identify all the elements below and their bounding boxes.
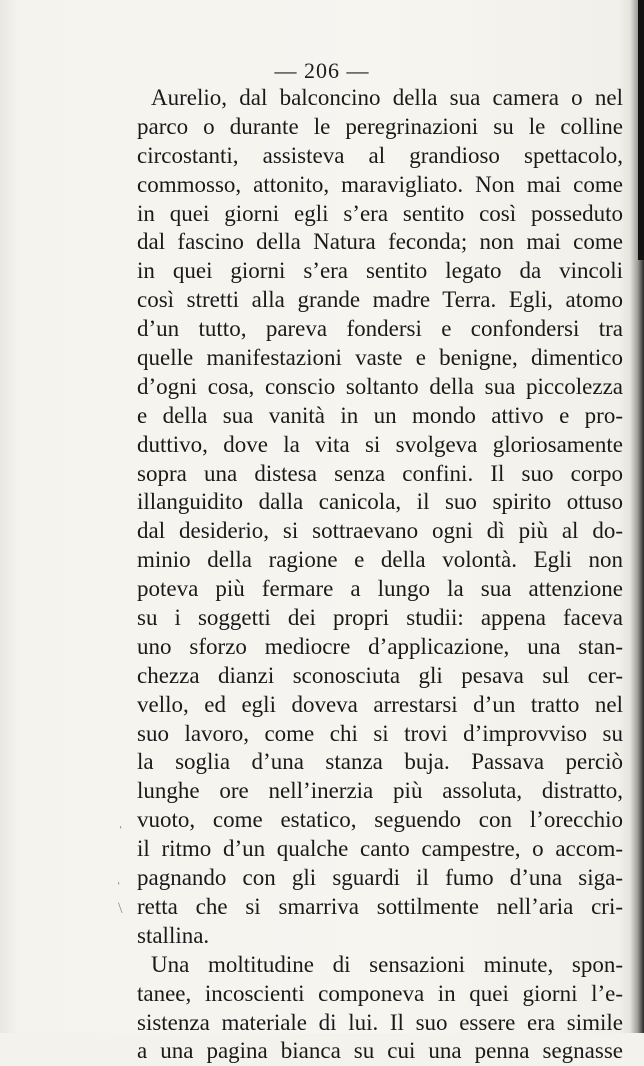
page-edge-dark (638, 0, 644, 260)
text-line: lunghe ore nell’inerzia più assoluta, distratto, (137, 778, 623, 804)
text-line: in quei giorni s’era sentito legato da vincoli (137, 258, 623, 284)
text-line: suo lavoro, come chi si trovi d’improvviso su (137, 720, 623, 746)
text-line: in quei giorni egli s’era sentito così posseduto (137, 200, 623, 226)
text-line: d’un tutto, pareva fondersi e confondersi tra (137, 316, 623, 342)
text-line: sistenza materiale di lui. Il suo essere era simile (137, 1009, 623, 1035)
text-line: d’ogni cosa, conscio soltanto della sua piccolezza (137, 373, 623, 399)
text-line: illanguidito dalla canicola, il suo spirito ottuso (137, 489, 623, 515)
text-line: vello, ed egli doveva arrestarsi d’un tratto nel (137, 691, 623, 717)
margin-mark: \ (118, 900, 123, 917)
margin-mark: ˌ (116, 868, 122, 885)
text-line: Una moltitudine di sensazioni minute, spon- (151, 951, 623, 977)
text-line: e della sua vanità in un mondo attivo e pro- (137, 402, 623, 428)
text-line: parco o durante le peregrinazioni su le colline (137, 113, 623, 139)
text-line: quelle manifestazioni vaste e benigne, dimentico (137, 345, 623, 371)
text-line: minio della ragione e della volontà. Egli non (137, 547, 623, 573)
margin-mark: ˌ (118, 812, 124, 829)
text-line: dal fascino della Natura feconda; non mai come (137, 229, 623, 255)
text-line: poteva più fermare a lungo la sua attenzione (137, 576, 623, 602)
text-line: stallina. (137, 922, 210, 948)
text-line: dal desiderio, si sottraevano ogni dì più al do- (137, 518, 623, 544)
text-line: a una pagina bianca su cui una penna segnasse (137, 1038, 623, 1064)
page-number: — 206 — (274, 58, 370, 83)
text-line: il ritmo d’un qualche canto campestre, o accom- (137, 836, 623, 862)
text-line: su i soggetti dei propri studii: appena faceva (137, 605, 623, 631)
text-line: chezza dianzi sconosciuta gli pesava sul cer- (137, 662, 623, 688)
text-line: retta che si smarriva sottilmente nell’aria cri- (137, 893, 623, 919)
text-line: circostanti, assisteva al grandioso spettacolo, (137, 142, 623, 168)
text-line: la soglia d’una stanza buja. Passava perciò (137, 749, 623, 775)
text-line: vuoto, come estatico, seguendo con l’orecchio (137, 807, 623, 833)
text-line: sopra una distesa senza confini. Il suo corpo (137, 460, 623, 486)
text-line: duttivo, dove la vita si svolgeva gloriosamente (137, 431, 623, 457)
text-line: uno sforzo mediocre d’applicazione, una stan- (137, 633, 623, 659)
text-line: pagnando con gli sguardi il fumo d’una siga- (137, 865, 623, 891)
body-text (137, 84, 623, 1066)
text-line: Aurelio, dal balconcino della sua camera o nel (151, 85, 623, 110)
text-line: così stretti alla grande madre Terra. Egli, atomo (137, 287, 623, 313)
text-line: commosso, attonito, maravigliato. Non mai come (137, 171, 623, 197)
text-line: tanee, incoscienti componeva in quei giorni l’e- (137, 980, 623, 1006)
